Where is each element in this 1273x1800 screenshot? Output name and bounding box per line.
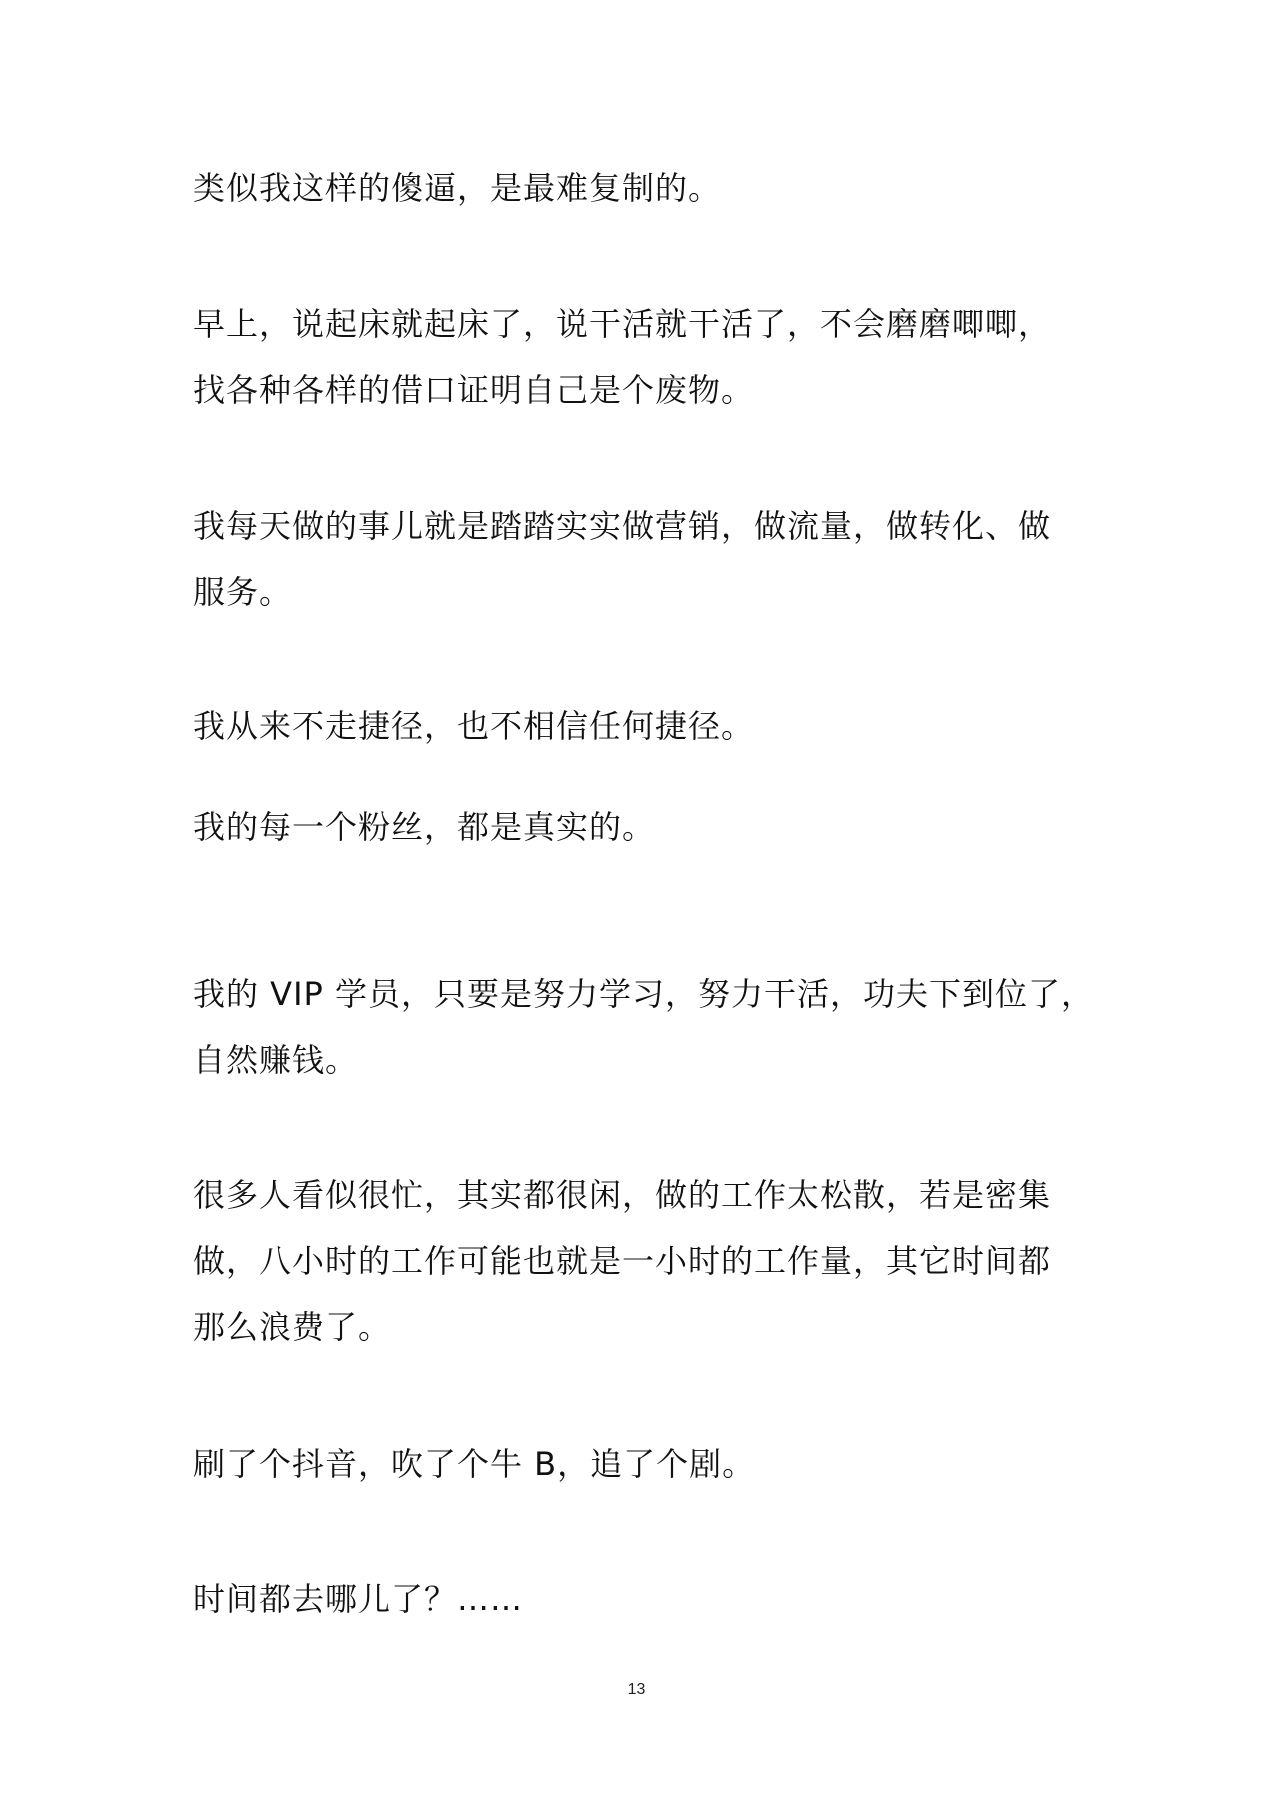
paragraph	[193, 1431, 1093, 1497]
text-line: 刷了个抖音，吹了个牛 B，追了个剧。	[193, 1445, 756, 1483]
text-line: 那么浪费了。	[193, 1308, 392, 1346]
text-line: 自然赚钱。	[193, 1041, 359, 1079]
text-line: 很多人看似很忙，其实都很闲，做的工作太松散，若是密集	[193, 1176, 1052, 1214]
paragraph	[193, 1566, 1093, 1632]
paragraph	[193, 155, 1093, 221]
text-line: 服务。	[193, 573, 293, 611]
text-line: 我每天做的事儿就是踏踏实实做营销，做流量，做转化、做	[193, 507, 1052, 545]
paragraph	[193, 961, 1093, 1093]
paragraph	[193, 493, 1093, 625]
paragraph	[193, 1162, 1093, 1360]
text-line: 类似我这样的傻逼，是最难复制的。	[193, 169, 722, 207]
text-line: 早上，说起床就起床了，说干活就干活了，不会磨磨唧唧，	[193, 305, 1052, 343]
page-number: 13	[627, 1681, 646, 1698]
text-line: 我的 VIP 学员，只要是努力学习，努力干活，功夫下到位了，	[193, 975, 1094, 1013]
text-line: 时间都去哪儿了？……	[193, 1580, 524, 1618]
text-line: 做，八小时的工作可能也就是一小时的工作量，其它时间都	[193, 1242, 1052, 1280]
paragraph	[193, 291, 1093, 423]
paragraph	[193, 693, 1093, 759]
text-line: 我的每一个粉丝，都是真实的。	[193, 808, 656, 846]
text-line: 找各种各样的借口证明自己是个废物。	[193, 371, 755, 409]
paragraph	[193, 794, 1093, 860]
text-line: 我从来不走捷径，也不相信任何捷径。	[193, 707, 755, 745]
